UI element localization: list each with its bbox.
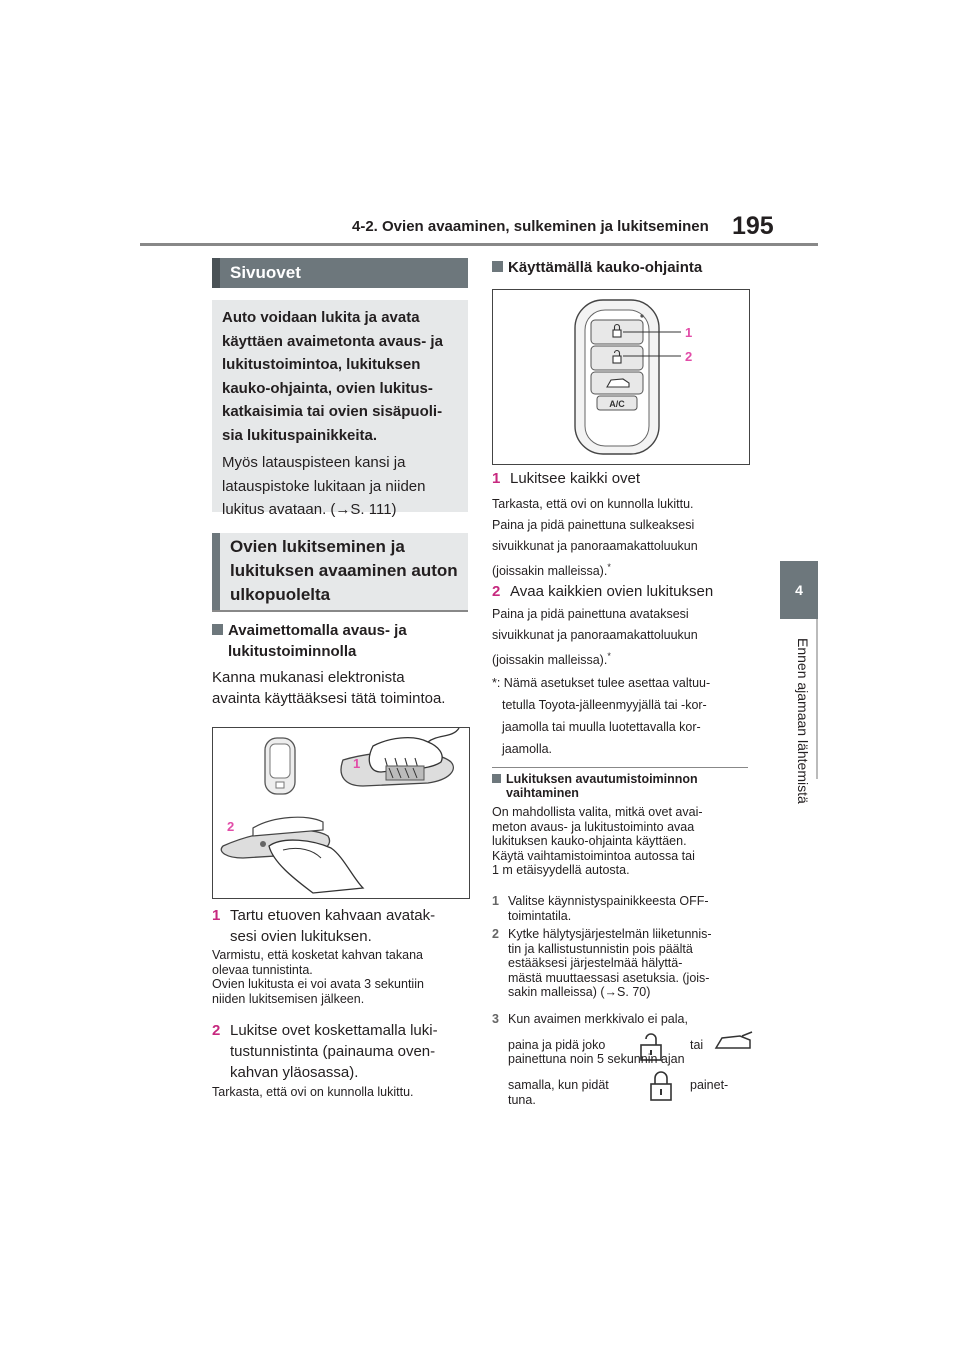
- note-line: (joissakin malleissa).*: [492, 562, 611, 579]
- car-back-icon: [607, 379, 629, 387]
- step-line: mästä muuttaessasi asetuksia. (jois-: [508, 970, 710, 985]
- step-1: [212, 905, 472, 949]
- step-line: tustunnistinta (painauma oven-: [230, 1043, 436, 1060]
- callout-2: 2: [227, 819, 235, 834]
- step-line: toimintatila.: [508, 908, 572, 923]
- note-line: Ovien lukitusta ei voi avata 3 sekuntiin: [212, 977, 424, 991]
- intro-line: käyttäen avaimetonta avaus- ja: [222, 332, 443, 350]
- step-3-text-f: tuna.: [508, 1093, 536, 1107]
- item-text: Avaa kaikkien ovien lukituksen: [510, 583, 714, 600]
- item-2: [492, 581, 752, 602]
- callout-2: 2: [685, 349, 693, 364]
- note-line: Paina ja pidä painettuna avataksesi: [492, 607, 689, 621]
- step-text: [230, 905, 435, 947]
- intro-line: sia lukituspainikkeita.: [222, 426, 378, 444]
- note-line: niiden lukitsemisen jälkeen.: [212, 991, 365, 1006]
- heading-sivuovet: [212, 258, 468, 288]
- step-2-note: Tarkasta, että ovi on kunnolla lukittu.: [212, 1085, 414, 1099]
- ac-label: A/C: [609, 399, 625, 409]
- footnote-line: tetulla Toyota-jälleenmyyjällä tai -kor-: [502, 698, 707, 712]
- step-3-text-a: paina ja pidä joko: [508, 1038, 606, 1052]
- paragraph-line: On mahdollista valita, mitkä ovet avai-: [492, 805, 703, 819]
- chapter-tab: [780, 561, 818, 619]
- footnote-line: jaamolla tai muulla luotettavalla kor-: [502, 720, 701, 734]
- ac-button: [597, 396, 637, 410]
- chapter-title: Ennen ajamaan lähtemistä: [795, 638, 811, 804]
- square-bullet: [212, 624, 223, 635]
- change-step-3: [492, 1012, 754, 1030]
- step-line: tin ja kallistustunnistin pois päältä: [508, 941, 693, 956]
- paragraph-line: Kanna mukanasi elektronista: [212, 669, 405, 686]
- heading-ovien-line: lukituksen avaaminen auton: [230, 561, 458, 580]
- subheading-kauko: [492, 257, 752, 278]
- lock-icon: [648, 1070, 674, 1102]
- trunk-button: [591, 372, 643, 394]
- footnote: [492, 672, 754, 760]
- change-step-2: [492, 927, 754, 1001]
- note-line: Tarkasta, että ovi on kunnolla lukittu.: [492, 497, 694, 511]
- page-number: 195: [732, 212, 774, 240]
- step-line: Lukitse ovet koskettamalla luki-: [230, 1022, 438, 1039]
- step-line: Kun avaimen merkkivalo ei pala,: [508, 1012, 688, 1026]
- subheading-lukituksen: [492, 772, 752, 800]
- options-paragraph: [492, 805, 754, 878]
- item-1: [492, 468, 752, 489]
- key-fob-figure: [492, 289, 750, 465]
- intro-line: lukitustoimintoa, lukituksen: [222, 356, 421, 373]
- step-number: 2: [492, 927, 499, 941]
- subheading-line: Lukituksen avautumistoiminnon: [506, 772, 698, 786]
- door-handle-figure: [212, 727, 470, 899]
- item-text: Lukitsee kaikki ovet: [510, 470, 641, 487]
- item-number: 2: [492, 583, 501, 600]
- step-line: Valitse käynnistyspainikkeesta OFF-: [508, 894, 709, 908]
- step-line: kahvan yläosassa).: [230, 1064, 359, 1081]
- subheading-line: vaihtaminen: [506, 786, 579, 800]
- subheading-line: lukitustoiminnolla: [228, 643, 357, 660]
- step-3-text-e: painet-: [690, 1078, 729, 1092]
- heading-sivuovet-text: Sivuovet: [230, 263, 301, 282]
- section-title: 4-2. Ovien avaaminen, sulkeminen ja lukitseminen: [352, 218, 709, 235]
- header-rule: [140, 243, 818, 246]
- door-handle-illustration: [213, 728, 469, 898]
- step-text: [230, 1020, 438, 1083]
- intro-line: kauko-ohjainta, ovien lukitus-: [222, 379, 433, 397]
- step-3-line-b: [508, 1076, 758, 1110]
- step-line: Tartu etuoven kahvaan avatak-: [230, 907, 436, 924]
- subheading-avaimettomalla: [212, 620, 468, 662]
- step-text: [508, 894, 709, 923]
- footnote-line: *: Nämä asetukset tulee asettaa valtuu-: [492, 676, 711, 690]
- heading-ovien-line: ulkopuolelta: [230, 585, 331, 604]
- step-3-text-c: painettuna noin 5 sekunnin ajan: [508, 1052, 685, 1066]
- kanna-paragraph: [212, 667, 472, 709]
- step-number: 1: [492, 894, 499, 908]
- unlock-button: [591, 346, 643, 370]
- section-divider: [492, 767, 748, 768]
- item-number: 1: [492, 470, 501, 487]
- intro-line: katkaisimia tai ovien sisäpuoli-: [222, 403, 443, 420]
- callout-1: 1: [685, 325, 693, 340]
- step-3-line-a: [508, 1038, 758, 1066]
- step-3-text-d: samalla, kun pidät: [508, 1078, 609, 1092]
- step-number: 2: [212, 1022, 221, 1039]
- note-line: Paina ja pidä painettuna sulkeaksesi: [492, 518, 695, 532]
- key-fob-small-icon: [265, 738, 295, 794]
- paragraph-line: avainta käyttääksesi tätä toimintoa.: [212, 690, 446, 707]
- step-line: sakin malleissa) (→S. 70): [508, 985, 651, 999]
- step-line: Kytke hälytysjärjestelmän liiketunnis-: [508, 927, 712, 941]
- step-line: estääksesi järjestelmää hälyttä-: [508, 956, 683, 970]
- intro-line: Auto voidaan lukita ja avata: [222, 309, 420, 326]
- intro-line: Myös latauspisteen kansi ja: [222, 454, 406, 471]
- paragraph-line: 1 m etäisyydellä autosta.: [492, 863, 630, 877]
- subheading-text: Käyttämällä kauko-ohjainta: [508, 259, 703, 276]
- paragraph-line: meton avaus- ja lukitustoiminto avaa: [492, 819, 695, 834]
- car-back-icon: [714, 1030, 754, 1052]
- chapter-number: 4: [795, 582, 803, 598]
- step-1-note: [212, 948, 472, 1006]
- heading-rule: [212, 610, 468, 612]
- item-1-notes: [492, 494, 752, 582]
- intro-line: latauspistoke lukitaan ja niiden: [222, 477, 426, 495]
- step-3-text-b: tai: [690, 1038, 704, 1052]
- step-number: 1: [212, 907, 221, 924]
- square-bullet: [492, 261, 503, 272]
- note-line: olevaa tunnistinta.: [212, 962, 313, 977]
- step-text: [508, 927, 712, 1000]
- note-line: Varmistu, että kosketat kahvan takana: [212, 948, 423, 962]
- note-line: sivuikkunat ja panoraamakattoluukun: [492, 539, 698, 553]
- step-number: 3: [492, 1012, 499, 1026]
- note-line: sivuikkunat ja panoraamakattoluukun: [492, 628, 698, 642]
- item-2-notes: [492, 604, 752, 671]
- paragraph-line: Käytä vaihtamistoimintoa autossa tai: [492, 848, 695, 863]
- subheading-line: Avaimettomalla avaus- ja: [228, 622, 407, 639]
- callout-1: 1: [353, 756, 361, 771]
- step-line: sesi ovien lukituksen.: [230, 928, 372, 945]
- square-bullet: [492, 774, 501, 783]
- footnote-line: jaamolla.: [502, 742, 553, 756]
- heading-ovien-line: Ovien lukitseminen ja: [230, 537, 405, 556]
- paragraph-line: lukituksen kauko-ohjainta käyttäen.: [492, 834, 687, 848]
- handle-touch-lock: [221, 817, 363, 893]
- note-line: (joissakin malleissa).*: [492, 651, 611, 668]
- intro-box: [212, 300, 468, 518]
- heading-ovien-box: [212, 533, 468, 610]
- key-fob-illustration: [493, 290, 749, 464]
- step-2: [212, 1020, 472, 1086]
- change-step-1: [492, 894, 754, 924]
- intro-line: lukitus avataan. (→S. 111): [222, 501, 397, 518]
- chapter-title-vertical: [771, 640, 831, 840]
